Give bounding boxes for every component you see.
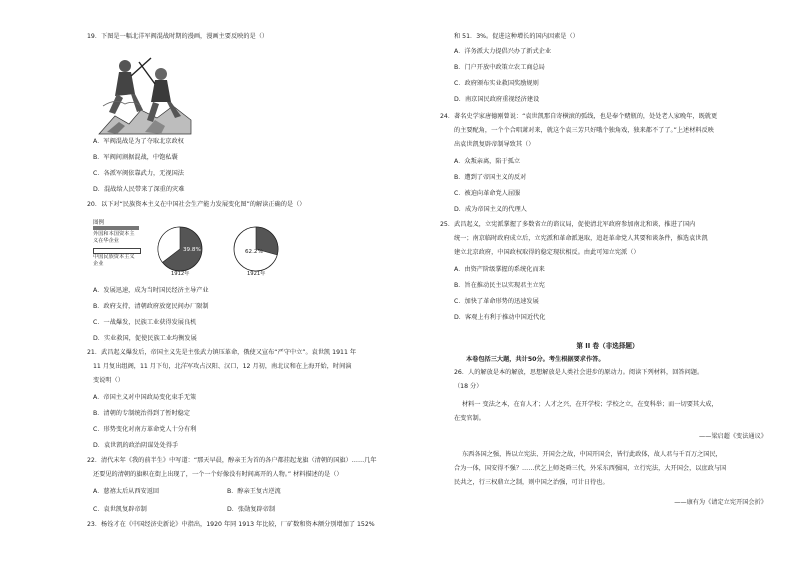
pie2-year: 1921年 (247, 271, 266, 277)
q21-line-3: 变说明（） (93, 377, 124, 384)
q23-option-d: D．南京国民政府重视经济建设 (454, 96, 540, 103)
q21-line-2: 11 月复出组阁，11 月下旬，北洋军攻占汉阳、汉口，12 月初，南北议和在上海开始，时间演 (93, 363, 352, 370)
q25-option-b: B．旨在推动民主以实现君主立宪 (454, 282, 545, 289)
q25-line-1: 25．武昌起义，立宪派掌握了多数省立的谘议局，促使清北军政府参加南北和谈，推进了国内 (440, 221, 696, 228)
q20-stem: 20．以下对“民族资本主义在中国社会生产能力发展变化图”的解读正确的是（） (87, 201, 306, 208)
q26-line-2: （18 分） (454, 383, 483, 390)
q19-option-d: D．混战给人民带来了深重的灾难 (93, 186, 185, 193)
q21-line-1: 21．武昌起义爆发后，帝国主义先是主张武力镇压革命，俄使又宣布“严守中立”。袁世凯 1911 年 (87, 349, 357, 356)
section-note: 本卷包括三大题，共计50分。考生根据要求作答。 (466, 356, 605, 363)
q22-line-2: 还要见的清朝的旗帜在街上出现了，一个一个好像没有时间离开的人物。” 材料描述的是（） (93, 471, 343, 478)
q23-line-1: 23．杨铨才在《中国经济史新论》中指出，1920 年同 1913 年比较，厂矿数和资本额分别增加了 152% (87, 521, 375, 528)
q23-option-b: B．门户开放中政策立农工商总局 (454, 64, 545, 71)
cartoon-image (95, 46, 195, 138)
q25-option-c: C．加快了革命形势的迅速发展 (454, 298, 539, 305)
q22-option-d: D．张勋复辟帝制 (227, 506, 276, 513)
q26-material-2-line-2: 合为一体，国安得不强？……伏乞上师尧舜三代，外采东西强国，立行宪法，大开国会，以庶政与国 (454, 465, 727, 472)
q25-option-a: A．由资产阶级掌握的系统化而来 (454, 266, 545, 273)
q25-line-3: 建立北京政府，中国政权取得的稳定现状相反。由此可知立宪派（） (454, 249, 640, 256)
q20-option-c: C．一战爆发，民族工业获得发展良机 (93, 319, 197, 326)
legend-label-national: 中国民族资本主义企业 (93, 254, 135, 267)
q24-line-3: 出袁世凯复辟帝制导致其（） (454, 141, 535, 148)
q26-material-2-line-3: 民共之，行三权鼎立之制，则中国之治强，可计日待也。 (454, 479, 609, 486)
q24-option-d: D．成为帝国主义的代理人 (454, 206, 527, 213)
pie2-label: 62.2% (245, 249, 263, 255)
pie-chart-1921 (233, 226, 279, 272)
q22-option-a: A．慈禧太后从西安返回 (93, 488, 160, 495)
q19-option-c: C．各派军阀依靠武力，无视国法 (93, 170, 184, 177)
q19-option-b: B．军阀间割据混战，中饱私囊 (93, 154, 178, 161)
q20-option-b: B．政府支持，清朝政府放宽民间办厂限制 (93, 303, 209, 310)
q21-option-d: D．袁世凯的政治阴谋处处得手 (93, 442, 179, 449)
legend-label-foreign: 外国和本国资本主义在华企业 (93, 231, 135, 244)
q22-option-b: B．醇亲王复古逆流 (227, 488, 281, 495)
q26-material-1-source: ——梁启超《变法通议》 (698, 433, 767, 440)
q19-option-a: A．军阀混战是为了夺取北京政权 (93, 138, 184, 145)
pie-chart-1912 (157, 226, 203, 272)
q24-option-c: C．被迫向革命党人屈服 (454, 190, 521, 197)
q25-option-d: D．客观上有利于推动中国近代化 (454, 314, 546, 321)
q22-option-c: C．袁世凯复辟帝制 (93, 506, 147, 513)
q23-line-2: 和 51．3%。促进这种增长的国内因素是（） (454, 33, 579, 40)
q23-option-a: A．洋务派大力提倡兴办了新式企业 (454, 48, 552, 55)
q25-line-2: 统一；南京临时政府成立后，立宪派和革命派退取，追赶革命党人其要和谈条件，推选袁世凯 (454, 235, 708, 242)
q21-option-b: B．清朝的专制统治得到了暂时稳定 (93, 410, 191, 417)
q20-option-a: A．发展迅速，成为当时国民经济主导产业 (93, 287, 209, 294)
pie1-year: 1912年 (171, 271, 190, 277)
q23-option-c: C．政府颁布实业救国奖励规则 (454, 80, 539, 87)
q26-material-1-line-2: 在变官制。 (454, 415, 485, 422)
q26-line-1: 26．人的解放是本的解放，思想解放是人类社会进步的原动力。阅读下列材料，回答问题。 (454, 369, 704, 376)
q24-line-2: 的主要配角，一个个合唱萧对来，就这个袁三芳只好哦个独角戏，独来都不了了。”上述材料反映 (454, 127, 714, 134)
q26-material-2-source: ——康有为《请定立宪开国会折》 (674, 499, 767, 506)
q21-option-a: A．帝国主义对中国政局变化束手无策 (93, 394, 197, 401)
q24-option-a: A．众叛亲离，陷于孤立 (454, 158, 521, 165)
q24-line-1: 24．著名史学家唐德刚曾说：“袁世凯那自寄横滚的弧线，也是奉个赌瓶的，处处老人家晚年，既就更 (440, 113, 718, 120)
q24-option-b: B．遭到了帝国主义的反对 (454, 174, 527, 181)
q21-option-c: C．形势变化对南方革命党人十分有利 (93, 426, 197, 433)
q19-stem: 19．下图是一幅北洋军阀混战时期的漫画，漫画主要反映的是（） (87, 33, 269, 40)
chart-legend (93, 218, 145, 278)
q26-material-2-line-1: 东西各国之强，皆以立宪法、开国会之故，中国开国会，皆行此政体，故人君与千百万之国民， (462, 451, 722, 458)
q22-line-1: 22．清代末年《我的前半生》中写道：“那天早晨，醇亲王为首的各户都挂起龙旗（清朝的国旗）……几年 (87, 457, 377, 464)
q26-material-1-line-1: 材料一 变法之本，在育人才；人才之兴，在开学校；学校之立，在变科举；而一切要其大成， (462, 401, 718, 408)
q20-option-d: D．实业救国，促使民族工业均衡发展 (93, 335, 197, 342)
legend-swatch-foreign (93, 226, 139, 230)
pie1-label: 39.8% (183, 247, 201, 253)
legend-title: 图例 (93, 220, 105, 226)
section-title: 第 II 卷（非选择题） (576, 342, 639, 350)
